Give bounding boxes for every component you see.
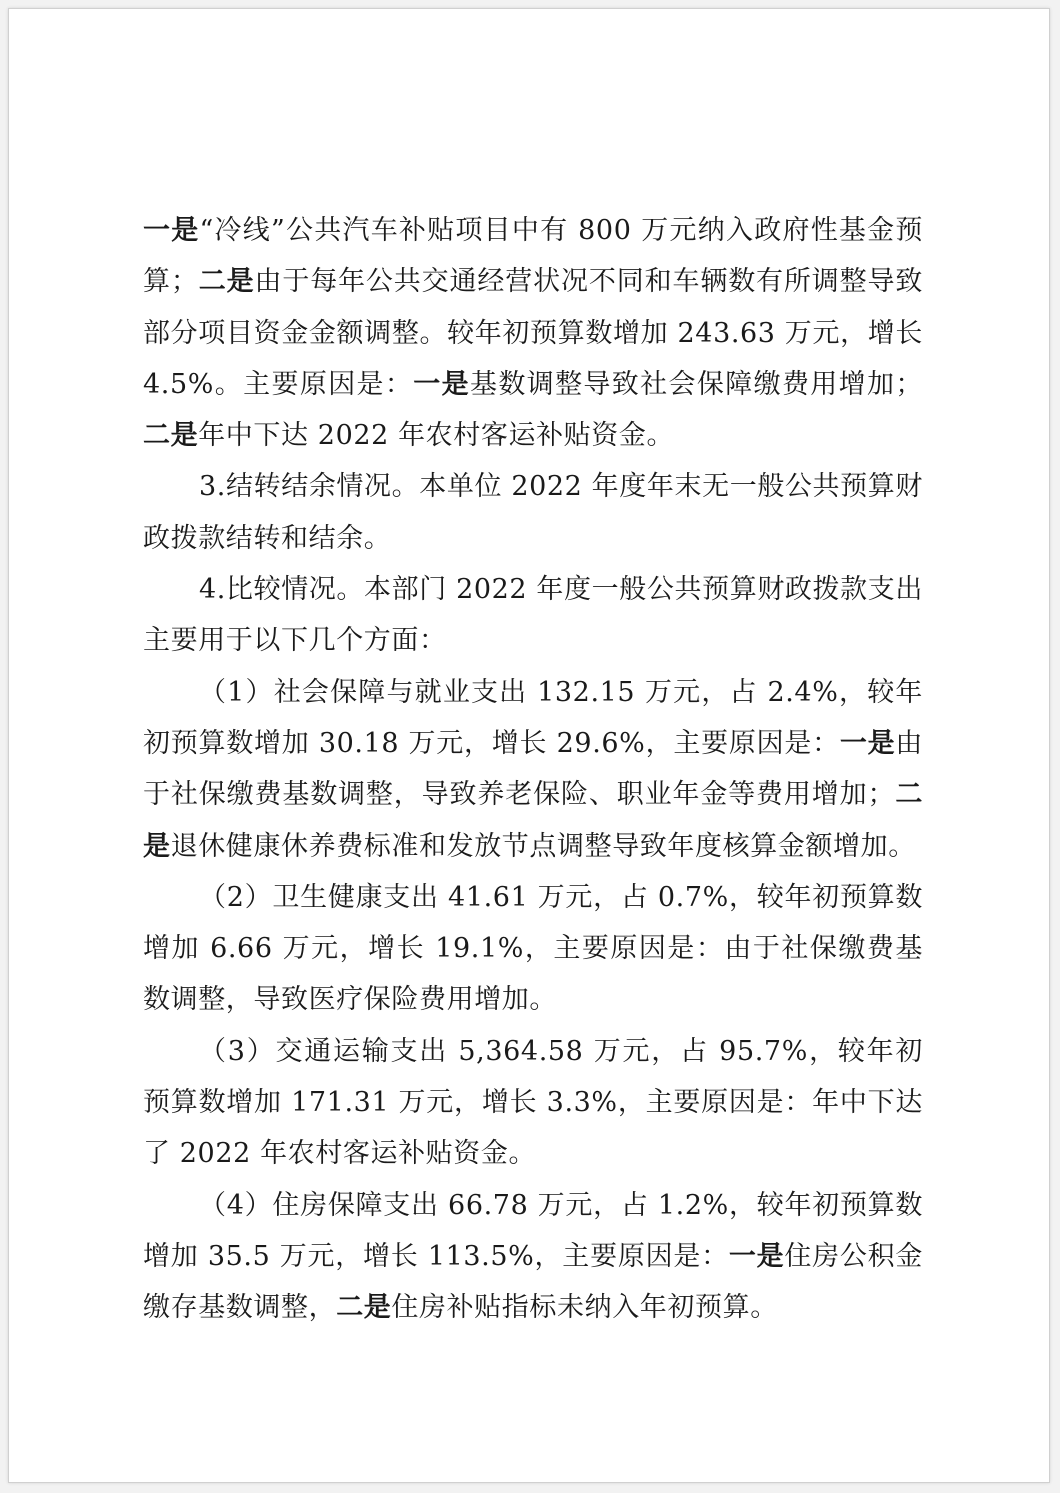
text-segment: 由于每年公共交通经营状况不同和车辆数有所调整导致部分项目资金金额调整。较年初预算数增加 243.63 万元，增长 4.5%。主要原因是： bbox=[143, 266, 923, 400]
emphasis-first: 一是 bbox=[839, 727, 896, 759]
paragraph-carryover: 3.结转结余情况。本单位 2022 年度年末无一般公共预算财政拨款结转和结余。 bbox=[143, 471, 923, 554]
emphasis-second: 二是 bbox=[198, 266, 255, 298]
text-segment: 基数调整导致社会保障缴费用增加； bbox=[470, 368, 923, 400]
paragraph-comparison: 4.比较情况。本部门 2022 年度一般公共预算财政拨款支出主要用于以下几个方面： bbox=[143, 574, 923, 657]
paragraph-funding-adjustment bbox=[143, 205, 923, 461]
text-segment: 退休健康休养费标准和发放节点调整导致年度核算金额增加。 bbox=[170, 830, 916, 862]
emphasis-second: 二是 bbox=[143, 779, 923, 862]
emphasis-first: 一是 bbox=[728, 1240, 785, 1272]
document-page bbox=[8, 8, 1050, 1483]
emphasis-second: 二是 bbox=[336, 1292, 392, 1324]
text-segment: 住房公积金缴存基数调整， bbox=[143, 1240, 924, 1324]
emphasis-second: 二是 bbox=[143, 420, 199, 452]
paragraph-social-security bbox=[143, 667, 923, 872]
text-segment: 住房补贴指标未纳入年初预算。 bbox=[391, 1292, 778, 1324]
paragraph-housing bbox=[143, 1180, 923, 1334]
document-body bbox=[143, 205, 923, 1334]
text-segment: （4）住房保障支出 66.78 万元，占 1.2%，较年初预算数增加 35.5 万元，增长 113.5%，主要原因是： bbox=[143, 1189, 923, 1272]
text-segment: 年中下达 2022 年农村客运补贴资金。 bbox=[198, 420, 675, 452]
text-segment: “冷线”公共汽车补贴项目中有 800 万元纳入政府性基金预算； bbox=[143, 215, 923, 298]
emphasis-first: 一是 bbox=[413, 368, 470, 400]
paragraph-health: （2）卫生健康支出 41.61 万元，占 0.7%，较年初预算数增加 6.66 万元，增长 19.1%，主要原因是：由于社保缴费基数调整，导致医疗保险费用增加。 bbox=[143, 881, 923, 1016]
text-segment: （1）社会保障与就业支出 132.15 万元，占 2.4%，较年初预算数增加 30.18 万元，增长 29.6%，主要原因是： bbox=[143, 676, 923, 759]
text-segment: 由于社保缴费基数调整，导致养老保险、职业年金等费用增加； bbox=[143, 727, 923, 811]
paragraph-transport: （3）交通运输支出 5,364.58 万元，占 95.7%，较年初预算数增加 171.31 万元，增长 3.3%，主要原因是：年中下达了 2022 年农村客运补贴资金。 bbox=[143, 1035, 923, 1170]
emphasis-first: 一是 bbox=[143, 215, 200, 246]
